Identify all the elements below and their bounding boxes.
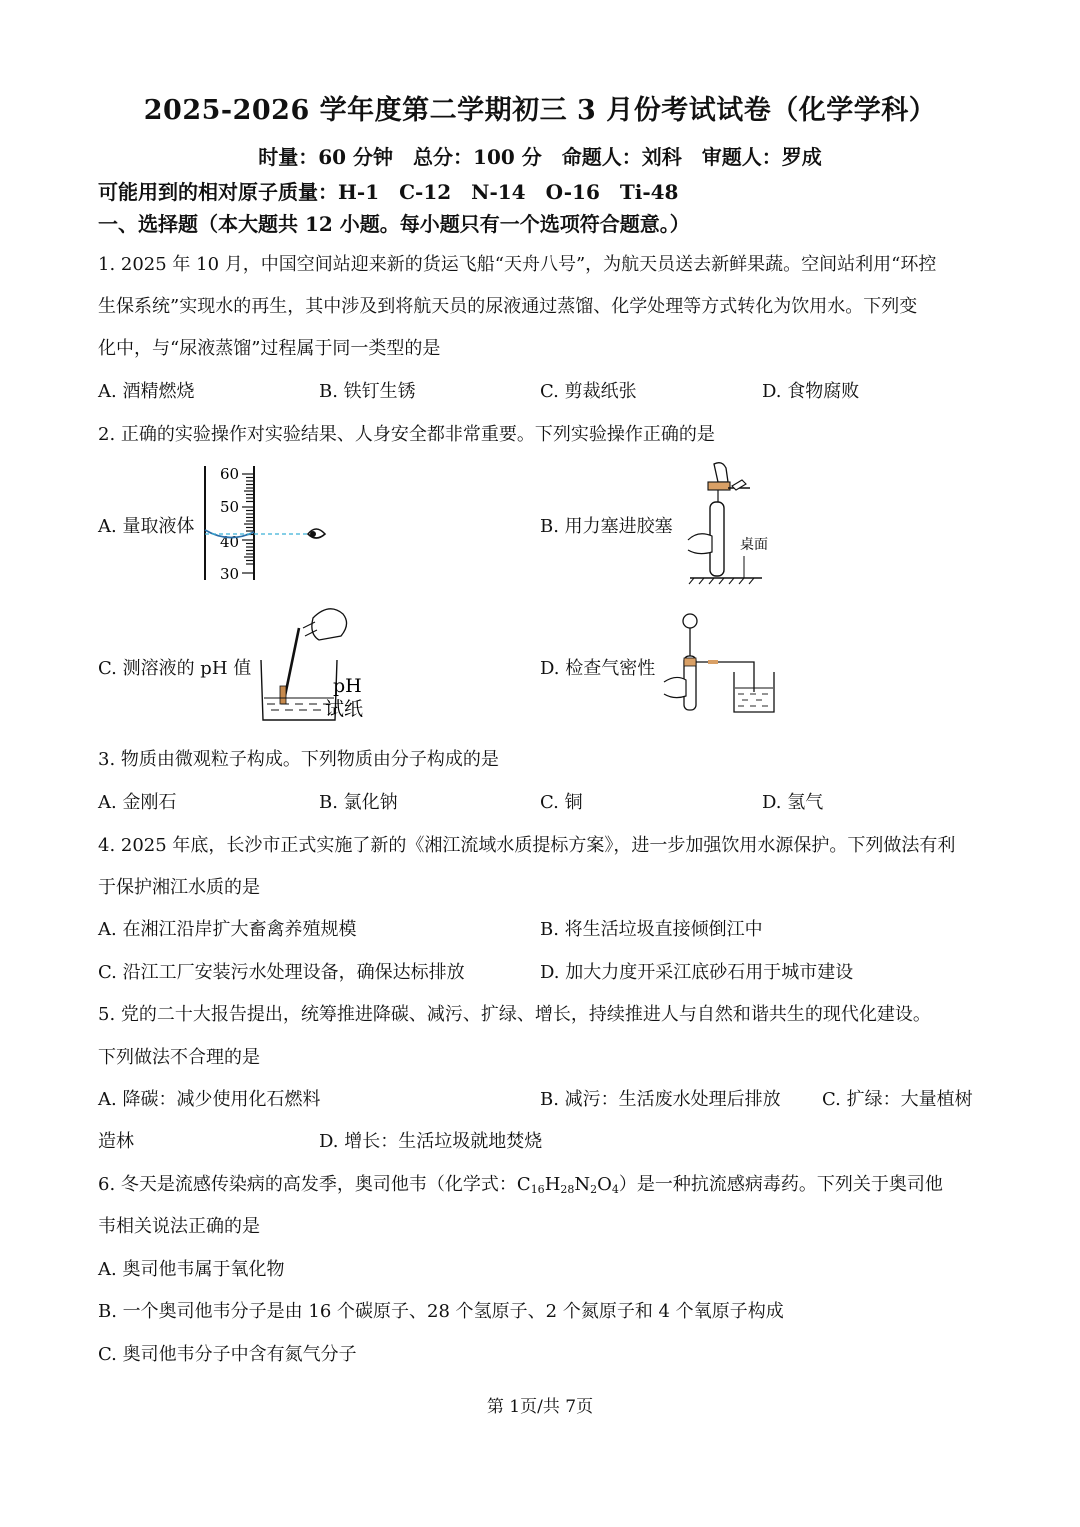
q4-option-a: A. 在湘江沿岸扩大畜禽养殖规模 — [98, 919, 357, 940]
q5-line-2: 下列做法不合理的是 — [98, 1047, 260, 1068]
page-number: 第 1页/共 7页 — [486, 1397, 594, 1417]
graduated-cylinder-figure — [198, 462, 338, 584]
exam-meta: 时量：60 分钟 总分：100 分 命题人：刘科 审题人：罗成 — [258, 145, 822, 169]
cylinder-tick-40: 40 — [220, 533, 240, 551]
q5-option-d: D. 增长：生活垃圾就地焚烧 — [319, 1131, 543, 1152]
test-paper-label: 试纸 — [325, 698, 364, 720]
cylinder-tick-50: 50 — [220, 498, 240, 516]
stopper-insertion-figure — [684, 458, 774, 586]
q4-line-2: 于保护湘江水质的是 — [98, 877, 260, 898]
q2-option-d: D. 检查气密性 — [540, 658, 656, 679]
oseltamivir-formula: $C_{16}H_{28}N_2O_4$ — [516, 1174, 619, 1196]
q3-stem: 3. 物质由微观粒子构成。下列物质由分子构成的是 — [98, 749, 499, 770]
q6-line-1 — [98, 1170, 943, 1196]
q2-option-a: A. 量取液体 — [98, 516, 195, 537]
q6-line-2: 韦相关说法正确的是 — [98, 1216, 260, 1237]
q5-option-a: A. 降碳：减少使用化石燃料 — [98, 1089, 321, 1110]
q5-option-c: C. 扩绿：大量植树 — [822, 1089, 973, 1110]
airtightness-check-figure — [662, 612, 780, 716]
eye-icon — [308, 529, 325, 538]
ph-label: pH — [333, 675, 362, 697]
q5-line-1: 5. 党的二十大报告提出，统筹推进降碳、减污、扩绿、增长，持续推进人与自然和谐共生的现代化建设。 — [98, 1004, 931, 1025]
q1-option-d: D. 食物腐败 — [762, 381, 860, 402]
q3-option-c: C. 铜 — [540, 792, 583, 813]
q2-stem: 2. 正确的实验操作对实验结果、人身安全都非常重要。下列实验操作正确的是 — [98, 424, 715, 445]
q3-option-a: A. 金刚石 — [98, 792, 177, 813]
ph-test-figure — [255, 600, 375, 726]
q6-option-c: C. 奥司他韦分子中含有氮气分子 — [98, 1344, 357, 1365]
q1-line-2: 生保系统”实现水的再生，其中涉及到将航天员的尿液通过蒸馏、化学处理等方式转化为饮用水。下列变 — [98, 296, 918, 317]
exam-title: 2025-2026 学年度第二学期初三 3 月份考试试卷（化学学科） — [143, 95, 937, 126]
q6-stem-pre: 6. 冬天是流感传染病的高发季，奥司他韦（化学式： — [98, 1174, 517, 1195]
q4-line-1: 4. 2025 年底，长沙市正式实施了新的《湘江流域水质提标方案》，进一步加强饮用水源保护。下列做法有利 — [98, 835, 956, 856]
desk-label: 桌面 — [740, 537, 768, 553]
section-heading: 一、选择题（本大题共 12 小题。每小题只有一个选项符合题意。） — [98, 212, 690, 236]
q4-option-b: B. 将生活垃圾直接倾倒江中 — [540, 919, 763, 940]
q1-line-3: 化中，与“尿液蒸馏”过程属于同一类型的是 — [98, 338, 441, 359]
q1-line-1: 1. 2025 年 10 月，中国空间站迎来新的货运飞船“天舟八号”，为航天员送去新鲜果蔬。空间站利用“环控 — [98, 254, 937, 275]
q5-option-b: B. 减污：生活废水处理后排放 — [540, 1089, 781, 1110]
q2-option-b: B. 用力塞进胶塞 — [540, 516, 673, 537]
relative-atomic-masses: 可能用到的相对原子质量：H-1 C-12 N-14 O-16 Ti-48 — [98, 180, 679, 204]
q6-option-a: A. 奥司他韦属于氧化物 — [98, 1259, 285, 1280]
q3-option-d: D. 氢气 — [762, 792, 824, 813]
q4-option-d: D. 加大力度开采江底砂石用于城市建设 — [540, 962, 854, 983]
cylinder-tick-60: 60 — [220, 465, 240, 483]
q1-option-c: C. 剪裁纸张 — [540, 381, 637, 402]
cylinder-tick-30: 30 — [220, 565, 240, 583]
q6-option-b: B. 一个奥司他韦分子是由 16 个碳原子、28 个氢原子、2 个氮原子和 4 个氧原子构成 — [98, 1301, 784, 1322]
q5-option-c-continued: 造林 — [98, 1131, 134, 1152]
q1-option-b: B. 铁钉生锈 — [319, 381, 416, 402]
q1-option-a: A. 酒精燃烧 — [98, 381, 195, 402]
q3-option-b: B. 氯化钠 — [319, 792, 398, 813]
q4-option-c: C. 沿江工厂安装污水处理设备，确保达标排放 — [98, 962, 465, 983]
q2-option-c: C. 测溶液的 pH 值 — [98, 658, 252, 679]
q6-stem-post: ）是一种抗流感病毒药。下列关于奥司他 — [618, 1174, 943, 1195]
